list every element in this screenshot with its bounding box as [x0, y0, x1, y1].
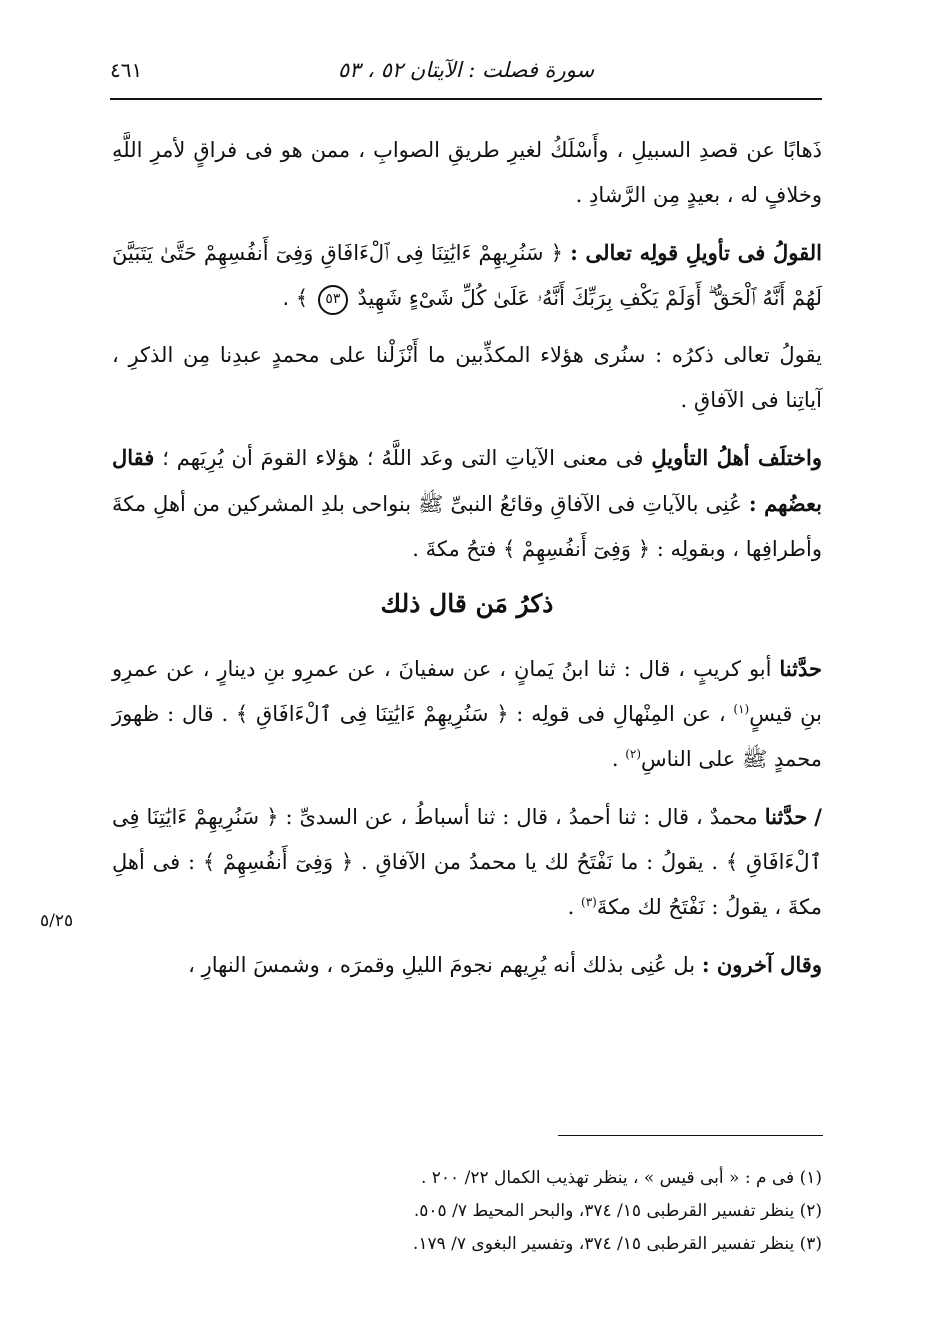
footnotes — [112, 1162, 822, 1261]
header-title: سورة فصلت : الآيتان ٥٢ ، ٥٣ — [337, 58, 595, 82]
quran-verse: سَنُرِيهِمْ ءَايَٰتِنَا فِى ٱلْءَافَاقِ وَفِىٓ أَنفُسِهِمْ حَتَّىٰ يَتَبَيَّنَ لَهُمْ أَنَّهُ ٱلْحَقُّ ۗ أَوَلَمْ يَكْفِ بِرَبِّكَ أَنَّهُۥ عَلَىٰ كُلِّ شَىْءٍ شَهِيدٌ — [112, 241, 822, 310]
footnote-3: (٣) ينظر تفسير القرطبى ١٥/ ٣٧٤، وتفسير البغوى ٧/ ١٧٩. — [412, 1234, 822, 1254]
quran-close-bracket: ﴾ — [202, 850, 216, 874]
footnote-rule — [558, 1135, 823, 1136]
paragraph-4-text-a: فى معنى الآياتِ التى وعَد اللَّهُ ؛ هؤلاء القومَ أن يُرِيَهم ؛ — [162, 446, 644, 470]
quran-close-bracket: ﴾ . — [282, 286, 309, 310]
paragraph-7-text: بل عُنِى بذلك أنه يُرِيهم نجومَ الليلِ وقمرَه ، وشمسَ النهارِ ، — [188, 953, 696, 977]
footnote-ref-3[interactable]: (٣) — [581, 895, 597, 909]
footnote-ref-1[interactable]: (١) — [733, 702, 750, 716]
ayah-number-badge: ٥٣ — [318, 285, 348, 315]
paragraph-6-slash: / — [814, 804, 822, 829]
footnote-ref-2[interactable]: (٢) — [625, 747, 642, 761]
quran-close-bracket: ﴾ — [503, 537, 516, 561]
paragraph-2-lead: القولُ فى تأويلِ قولِه تعالى : — [570, 240, 822, 265]
paragraph-3 — [112, 333, 822, 423]
footnote-2: (٢) ينظر تفسير القرطبى ١٥/ ٣٧٤، والبحر المحيط ٧/ ٥٠٥. — [413, 1201, 822, 1221]
quran-open-bracket: ﴿ — [550, 241, 563, 265]
paragraph-3-text: يقولُ تعالى ذكرُه : سنُرى هؤلاء المكذِّبين ما أَنْزَلْنا على محمدٍ عبدِنا مِن الذكرِ ، آياتِنا فى الآفاقِ . — [112, 343, 822, 412]
paragraph-5 — [112, 646, 822, 782]
paragraph-2 — [112, 230, 822, 321]
paragraph-5-text-d: . — [611, 747, 619, 771]
quran-quote: سَنُرِيهِمْ ءَايَٰتِنَا فِى ٱلْءَافَاقِ — [112, 805, 822, 874]
page-number: ٤٦١ — [110, 58, 143, 82]
header-rule — [110, 98, 822, 100]
running-header — [110, 52, 822, 96]
paragraph-1 — [112, 128, 822, 218]
paragraph-6-text-d: . — [567, 895, 575, 919]
footnote-1: (١) فى م : « أبى قيس » ، ينظر تهذيب الكمال ٢٢/ ٢٠٠ . — [420, 1168, 822, 1188]
paragraph-7 — [112, 942, 822, 988]
quran-quote: وَفِىٓ أَنفُسِهِمْ — [222, 850, 334, 874]
paragraph-6-lead: حدَّثنا — [764, 804, 808, 829]
quran-close-bracket: ﴾ — [725, 850, 739, 874]
paragraph-6 — [112, 794, 822, 930]
paragraph-5-text-c: . قال : ظهورَ محمدٍ ﷺ على الناسِ — [112, 702, 822, 771]
quran-open-bracket: ﴿ — [266, 805, 279, 829]
quran-open-bracket: ﴿ — [496, 702, 509, 726]
paragraph-6-text-a: محمدٌ ، قال : ثنا أحمدُ ، قال : ثنا أسباطُ ، عن السدىِّ : — [285, 805, 758, 829]
margin-note: ٥/٢٥ — [40, 911, 74, 931]
paragraph-1-text: ذَهابًا عن قصدِ السبيلِ ، وأَسْلَكُ لغيرِ طريقِ الصوابِ ، ممن هو فى فراقٍ لأمرِ اللَّهِ وخلافٍ له ، بعيدٍ مِن الرَّشادِ . — [112, 138, 822, 207]
quran-quote: سَنُرِيهِمْ ءَايَٰتِنَا فِى ٱلْءَافَاقِ — [255, 702, 489, 726]
paragraph-4 — [112, 435, 822, 572]
paragraph-4-text-c: فتحُ مكةَ . — [412, 537, 497, 561]
paragraph-7-lead: وقال آخرون : — [701, 952, 822, 977]
quran-quote: وَفِىٓ أَنفُسِهِمْ — [522, 537, 632, 561]
quran-open-bracket: ﴿ — [637, 537, 651, 561]
paragraph-4-lead-2: فقال بعضُهم : — [112, 445, 822, 516]
paragraph-6-text-c: : فى أهلِ مكةَ ، يقولُ : نَفْتَحُ لك مكةَ — [112, 850, 822, 919]
paragraph-5-text-a: أبو كريبٍ ، قال : ثنا ابنُ يَمانٍ ، عن سفيانَ ، عن عمرِو بنِ دينارٍ ، عن عمرِو بنِ قيسٍ — [112, 657, 822, 726]
quran-close-bracket: ﴾ — [235, 702, 249, 726]
main-text — [112, 128, 822, 1000]
quran-open-bracket: ﴿ — [340, 850, 354, 874]
paragraph-5-text-b: ، عن المِنْهالِ فى قولِه : — [516, 702, 726, 726]
section-heading: ذكرُ مَن قال ذلك — [380, 589, 554, 618]
paragraph-4-lead: واختلَف أهلُ التأويلِ — [651, 445, 823, 470]
paragraph-6-text-b: . يقولُ : ما نَفْتَحُ لك يا محمدُ من الآفاقِ . — [361, 850, 719, 874]
paragraph-5-lead: حدَّثنا — [779, 656, 822, 681]
paragraph-4-text-b: عُنِى بالآياتِ فى الآفاقِ وقائعُ النبىِّ ﷺ بنواحى بلدِ المشركين من أهلِ مكةَ وأطرافِها ، وبقولِه : — [112, 492, 822, 561]
